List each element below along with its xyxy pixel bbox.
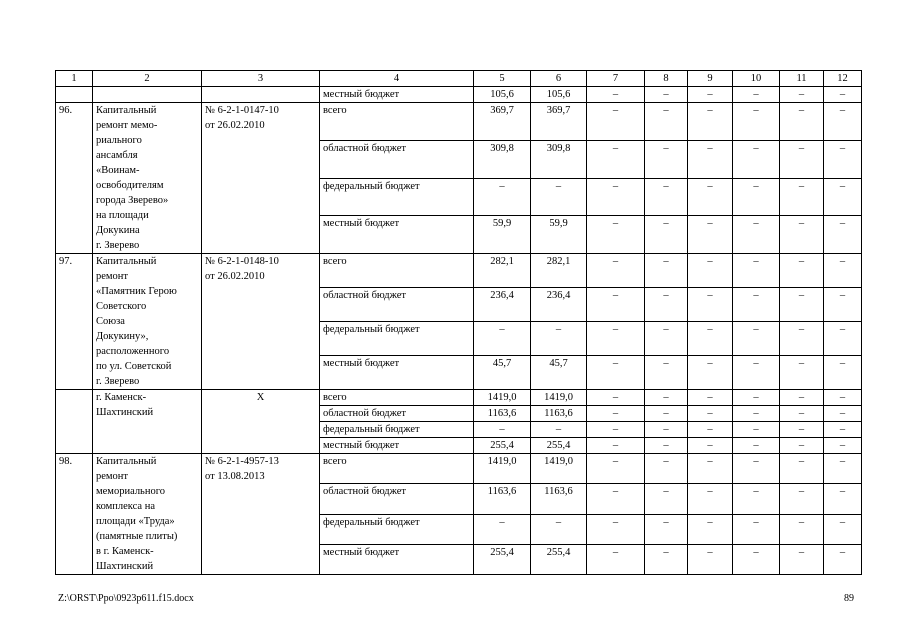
value-cell: 236,4 — [474, 288, 531, 322]
dash-cell: – — [587, 514, 645, 544]
document-line: № 6-2-1-4957-13 — [205, 456, 279, 467]
value-cell: 1419,0 — [531, 454, 587, 484]
value-cell: 255,4 — [474, 438, 531, 454]
dash-cell: – — [824, 438, 862, 454]
value-cell: – — [531, 514, 587, 544]
dash-cell: – — [587, 288, 645, 322]
dash-cell: – — [688, 356, 733, 390]
dash-cell: – — [780, 288, 824, 322]
object-name-line: на площади — [96, 210, 149, 221]
dash-cell: – — [824, 484, 862, 514]
value-cell: 282,1 — [474, 254, 531, 288]
value-cell: 1163,6 — [474, 484, 531, 514]
dash-cell: – — [733, 178, 780, 216]
source-cell: местный бюджет — [320, 356, 474, 390]
object-name-cell — [93, 390, 202, 454]
object-name-line: Докукина — [96, 225, 140, 236]
value-cell: 1419,0 — [474, 454, 531, 484]
dash-cell: – — [645, 544, 688, 574]
value-cell: 369,7 — [531, 103, 587, 141]
number-cell: 98. — [56, 454, 93, 575]
dash-cell: – — [587, 322, 645, 356]
object-name-line: по ул. Советской — [96, 361, 172, 372]
object-name-line: Советского — [96, 301, 147, 312]
dash-cell: – — [824, 454, 862, 484]
dash-cell: – — [780, 406, 824, 422]
value-cell: 309,8 — [474, 140, 531, 178]
value-cell: – — [474, 514, 531, 544]
dash-cell: – — [733, 390, 780, 406]
dash-cell: – — [733, 140, 780, 178]
dash-cell: – — [587, 103, 645, 141]
dash-cell: – — [587, 438, 645, 454]
dash-cell: – — [587, 484, 645, 514]
number-cell — [56, 390, 93, 454]
value-cell: – — [531, 178, 587, 216]
table-row — [56, 103, 862, 141]
dash-cell: – — [688, 103, 733, 141]
table-row — [56, 390, 862, 406]
dash-cell: – — [780, 422, 824, 438]
dash-cell: – — [688, 87, 733, 103]
object-name-line: ремонт — [96, 471, 129, 482]
column-number: 4 — [320, 71, 474, 87]
object-name-line: Докукину», — [96, 331, 149, 342]
number-cell: 97. — [56, 254, 93, 390]
dash-cell: – — [780, 390, 824, 406]
dash-cell: – — [645, 406, 688, 422]
dash-cell: – — [780, 544, 824, 574]
dash-cell: – — [587, 356, 645, 390]
value-cell: 45,7 — [531, 356, 587, 390]
dash-cell: – — [645, 254, 688, 288]
dash-cell: – — [824, 288, 862, 322]
table-row — [56, 87, 862, 103]
document-line: № 6-2-1-0147-10 — [205, 105, 279, 116]
table-row — [56, 454, 862, 484]
object-name-cell — [93, 103, 202, 254]
value-cell: 105,6 — [474, 87, 531, 103]
dash-cell: – — [824, 406, 862, 422]
value-cell: – — [474, 422, 531, 438]
source-cell: областной бюджет — [320, 140, 474, 178]
dash-cell: – — [733, 406, 780, 422]
dash-cell: – — [645, 484, 688, 514]
object-name-line: риального — [96, 135, 142, 146]
object-name-line: мемориального — [96, 486, 166, 497]
column-number: 1 — [56, 71, 93, 87]
document-line: от 13.08.2013 — [205, 471, 265, 482]
dash-cell: – — [587, 216, 645, 254]
dash-cell: – — [645, 178, 688, 216]
object-name-cell — [93, 254, 202, 390]
document-line: № 6-2-1-0148-10 — [205, 256, 279, 267]
object-name-line: г. Каменск- — [96, 392, 147, 403]
value-cell: 45,7 — [474, 356, 531, 390]
dash-cell: – — [824, 254, 862, 288]
dash-cell: – — [587, 422, 645, 438]
value-cell: 105,6 — [531, 87, 587, 103]
object-name-line: Капитальный — [96, 456, 157, 467]
dash-cell: – — [824, 140, 862, 178]
dash-cell: – — [645, 87, 688, 103]
value-cell: – — [531, 422, 587, 438]
dash-cell: – — [780, 216, 824, 254]
value-cell: 59,9 — [474, 216, 531, 254]
source-cell: всего — [320, 103, 474, 141]
dash-cell: – — [780, 87, 824, 103]
dash-cell: – — [688, 288, 733, 322]
dash-cell: – — [688, 406, 733, 422]
dash-cell: – — [645, 438, 688, 454]
object-name-line: Шахтинский — [96, 561, 154, 572]
document-line: Х — [256, 392, 265, 403]
dash-cell: – — [733, 87, 780, 103]
object-name-line: расположенного — [96, 346, 170, 357]
dash-cell: – — [645, 356, 688, 390]
value-cell: 309,8 — [531, 140, 587, 178]
value-cell: 236,4 — [531, 288, 587, 322]
budget-table — [55, 70, 862, 575]
dash-cell: – — [587, 178, 645, 216]
dash-cell: – — [824, 216, 862, 254]
dash-cell: – — [587, 140, 645, 178]
dash-cell: – — [587, 390, 645, 406]
source-cell: местный бюджет — [320, 544, 474, 574]
dash-cell: – — [780, 178, 824, 216]
dash-cell: – — [733, 438, 780, 454]
value-cell: 282,1 — [531, 254, 587, 288]
object-name-line: г. Зверево — [96, 376, 140, 387]
source-cell: федеральный бюджет — [320, 514, 474, 544]
object-name-line: площади «Труда» — [96, 516, 175, 527]
column-number: 10 — [733, 71, 780, 87]
dash-cell: – — [688, 254, 733, 288]
dash-cell: – — [733, 356, 780, 390]
dash-cell: – — [780, 454, 824, 484]
value-cell: 255,4 — [531, 438, 587, 454]
object-name-line: ремонт мемо- — [96, 120, 158, 131]
source-cell: всего — [320, 390, 474, 406]
dash-cell: – — [780, 484, 824, 514]
dash-cell: – — [824, 178, 862, 216]
object-name-line: г. Зверево — [96, 240, 140, 251]
dash-cell: – — [733, 514, 780, 544]
source-cell: местный бюджет — [320, 87, 474, 103]
dash-cell: – — [587, 406, 645, 422]
source-cell: всего — [320, 454, 474, 484]
dash-cell: – — [645, 103, 688, 141]
dash-cell: – — [688, 454, 733, 484]
source-cell: федеральный бюджет — [320, 422, 474, 438]
dash-cell: – — [780, 140, 824, 178]
source-cell: местный бюджет — [320, 216, 474, 254]
dash-cell: – — [780, 514, 824, 544]
dash-cell: – — [780, 322, 824, 356]
dash-cell: – — [733, 544, 780, 574]
document-line: от 26.02.2010 — [205, 120, 265, 131]
value-cell: 255,4 — [474, 544, 531, 574]
source-cell: федеральный бюджет — [320, 322, 474, 356]
dash-cell: – — [824, 422, 862, 438]
dash-cell: – — [645, 288, 688, 322]
footer-page-number: 89 — [844, 593, 854, 604]
value-cell: 1419,0 — [474, 390, 531, 406]
source-cell: областной бюджет — [320, 484, 474, 514]
object-name-line: Капитальный — [96, 105, 157, 116]
dash-cell: – — [688, 514, 733, 544]
dash-cell: – — [688, 322, 733, 356]
dash-cell: – — [824, 514, 862, 544]
dash-cell: – — [733, 454, 780, 484]
document-cell — [202, 254, 320, 390]
column-number: 7 — [587, 71, 645, 87]
column-number: 11 — [780, 71, 824, 87]
dash-cell: – — [824, 87, 862, 103]
name-cell — [93, 87, 202, 103]
table-row — [56, 254, 862, 288]
source-cell: федеральный бюджет — [320, 178, 474, 216]
object-name-line: города Зверево» — [96, 195, 169, 206]
value-cell: – — [531, 322, 587, 356]
dash-cell: – — [645, 422, 688, 438]
document-cell — [202, 390, 320, 454]
source-cell: областной бюджет — [320, 406, 474, 422]
dash-cell: – — [780, 254, 824, 288]
column-number: 5 — [474, 71, 531, 87]
dash-cell: – — [645, 514, 688, 544]
object-name-line: (памятные плиты) — [96, 531, 178, 542]
source-cell: областной бюджет — [320, 288, 474, 322]
value-cell: 255,4 — [531, 544, 587, 574]
document-cell — [202, 454, 320, 575]
dash-cell: – — [587, 454, 645, 484]
value-cell: 1419,0 — [531, 390, 587, 406]
dash-cell: – — [780, 103, 824, 141]
dash-cell: – — [645, 454, 688, 484]
dash-cell: – — [645, 390, 688, 406]
column-number: 6 — [531, 71, 587, 87]
dash-cell: – — [733, 484, 780, 514]
source-cell: местный бюджет — [320, 438, 474, 454]
object-name-line: «Воинам- — [96, 165, 140, 176]
dash-cell: – — [688, 438, 733, 454]
dash-cell: – — [688, 484, 733, 514]
dash-cell: – — [688, 140, 733, 178]
dash-cell: – — [587, 254, 645, 288]
document-cell — [202, 87, 320, 103]
dash-cell: – — [688, 422, 733, 438]
object-name-line: «Памятник Герою — [96, 286, 177, 297]
object-name-line: Капитальный — [96, 256, 157, 267]
column-number: 8 — [645, 71, 688, 87]
dash-cell: – — [587, 544, 645, 574]
dash-cell: – — [733, 254, 780, 288]
dash-cell: – — [824, 103, 862, 141]
object-name-line: Союза — [96, 316, 125, 327]
dash-cell: – — [645, 216, 688, 254]
dash-cell: – — [688, 216, 733, 254]
object-name-line: комплекса на — [96, 501, 155, 512]
number-cell: 96. — [56, 103, 93, 254]
dash-cell: – — [780, 438, 824, 454]
value-cell: 59,9 — [531, 216, 587, 254]
dash-cell: – — [733, 103, 780, 141]
dash-cell: – — [645, 322, 688, 356]
object-name-line: освободителям — [96, 180, 164, 191]
dash-cell: – — [688, 390, 733, 406]
document-line: от 26.02.2010 — [205, 271, 265, 282]
dash-cell: – — [780, 356, 824, 390]
number-cell — [56, 87, 93, 103]
dash-cell: – — [688, 178, 733, 216]
value-cell: 1163,6 — [531, 484, 587, 514]
value-cell: 1163,6 — [531, 406, 587, 422]
value-cell: 369,7 — [474, 103, 531, 141]
dash-cell: – — [733, 288, 780, 322]
object-name-cell — [93, 454, 202, 575]
dash-cell: – — [824, 356, 862, 390]
column-number: 12 — [824, 71, 862, 87]
object-name-line: Шахтинский — [96, 407, 154, 418]
dash-cell: – — [824, 544, 862, 574]
value-cell: – — [474, 322, 531, 356]
dash-cell: – — [824, 390, 862, 406]
dash-cell: – — [733, 322, 780, 356]
header-row — [56, 71, 862, 87]
dash-cell: – — [733, 422, 780, 438]
object-name-line: ремонт — [96, 271, 129, 282]
dash-cell: – — [587, 87, 645, 103]
dash-cell: – — [645, 140, 688, 178]
dash-cell: – — [733, 216, 780, 254]
document-cell — [202, 103, 320, 254]
dash-cell: – — [824, 322, 862, 356]
object-name-line: в г. Каменск- — [96, 546, 154, 557]
column-number: 9 — [688, 71, 733, 87]
value-cell: – — [474, 178, 531, 216]
object-name-line: ансамбля — [96, 150, 138, 161]
value-cell: 1163,6 — [474, 406, 531, 422]
source-cell: всего — [320, 254, 474, 288]
footer-file-path: Z:\ORST\Ppo\0923p611.f15.docx — [58, 593, 194, 604]
column-number: 3 — [202, 71, 320, 87]
column-number: 2 — [93, 71, 202, 87]
dash-cell: – — [688, 544, 733, 574]
